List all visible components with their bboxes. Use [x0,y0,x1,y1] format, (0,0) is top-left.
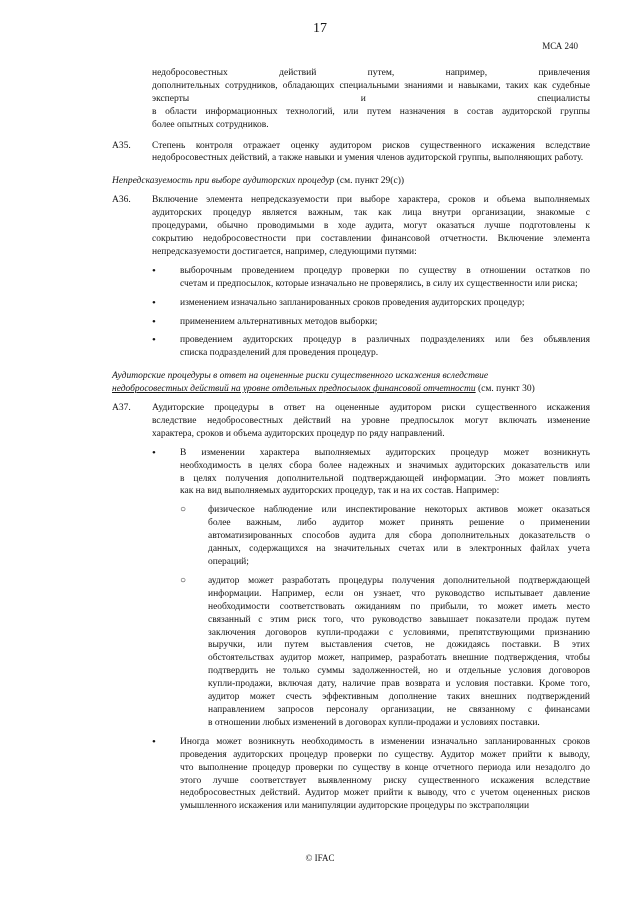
text-line: автоматизированных способов аудита для сбора дополнительных доказательств о [208,531,590,542]
bullet-text [180,334,590,360]
page-number: 17 [313,21,327,36]
text-line: в области информационных технологий, или путем назначения в состав аудиторской группы [152,106,590,117]
subsection-heading [112,175,590,188]
text-line: информации. Например, если он узнает, что руководство испытывает давление [208,588,590,599]
text-line: подтвердить не только суммы задолженностей, но и отдельные условия договоров [208,666,590,677]
text-line: необходимость в целях сбора более надежных и значимых аудиторских доказательств или [180,460,590,471]
bullet-marker: • [152,446,156,459]
bullet-list [152,447,590,813]
paragraph-a36 [112,194,590,360]
bullet-list [152,265,590,360]
bullet-text [180,265,590,291]
paragraph-number: A35. [112,140,131,151]
paragraph-a37 [112,402,590,813]
paragraph-number: A36. [112,195,131,206]
text-line: вследствие недобросовестных действий на уровне предпосылок могут включать изменение [152,415,590,426]
text-line: применением альтернативных методов выборки; [180,316,378,327]
text-line: недобросовестных действий, а также навыки и умения членов аудиторской группы, выполняющих работу. [152,153,584,164]
text-line: аудитор может счесть эффективным дополнение таких внешних подтверждений [208,692,590,703]
text-line: связанный с этим риск того, что руководство завышает показатели продаж путем [208,614,590,625]
text-line: более важным, либо аудитор может принять решение о применении [208,518,590,529]
text-line: недобросовестных действий путем, например, привлечения [152,68,590,78]
page-body [112,67,590,821]
text-line: направлением запросов персоналу организации, не связанному с финансами [208,704,590,715]
text-line: аудиторских процедур является важным, так как лица внутри организации, знакомые с [152,208,590,219]
text-line: операций; [208,557,249,567]
sub-bullet-text [208,575,590,730]
text-line: процедурами, обычно проводимыми в ходе аудита, могут оказаться лучше подготовлены к [152,221,590,232]
sub-bullet-marker: ○ [180,504,187,516]
text-line: Иногда может возникнуть необходимость в изменении изначально запланированных сроков [180,736,590,747]
bullet-item [152,316,590,329]
text-line: в целях получения дополнительной подтверждающей информации. Это может повлиять [180,473,590,484]
bullet-item [152,265,590,291]
text-line: сокрытию недобросовестности при составлении финансовой отчетности. Включение элемента [152,233,590,244]
text-line: в отношении любых изменений в договорах купли-продажи и условиях поставки. [208,717,540,728]
text-line: необходимости соответствовать ожиданиям по прибыли, то может иметь место [208,601,590,612]
text-line: проведения аудиторских процедур проверки по существу. Аудитор может прийти к выводу, [180,749,590,760]
text-line: умышленного искажения или манипуляции аудиторские процедуры по экстраполяции [180,801,530,812]
bullet-marker: • [152,334,156,347]
standard-code: МСА 240 [542,41,578,51]
text-line: физическое наблюдение или инспектирование некоторых активов может оказаться [208,505,590,516]
paragraph-text [152,194,590,259]
paragraph-text [152,402,590,441]
sub-bullet-marker: ○ [180,574,187,586]
text-line: В изменении характера выполняемых аудиторских процедур может возникнуть [180,447,590,458]
bullet-item [152,736,590,813]
subsection-ref: (см. пункт 29(с)) [334,176,405,187]
text-line: обстоятельствах аудитор может, например, разработать внешние подтверждения, чтобы [208,653,590,664]
text-line: выборочным проведением процедур проверки по существу в отношении остатков по [180,265,590,276]
bullet-text [180,297,590,310]
text-line: Включение элемента непредсказуемости при выборе характера, сроков и объема выполняемых [152,195,590,206]
subsection-title-line: недобросовестных действий на уровне отдельных предпосылок финансовой отчетности (см. пункт 30) [112,384,535,395]
subsection-heading [112,370,590,396]
text-line: характера, сроков и объема аудиторских процедур по ряду направлений. [152,428,445,439]
text-line: данных, содержащихся на значительных счетах или в электронных файлах учета [208,544,590,555]
bullet-item [152,297,590,310]
text-line: как на вид выполняемых аудиторских процедур, так и на их состав. Например: [180,486,500,497]
subsection-title: Непредсказуемость при выборе аудиторских процедур [112,176,335,187]
bullet-text [180,447,590,499]
lead-continuation [152,67,590,132]
text-line: проведением аудиторских процедур в различных подразделениях или без объявления [180,335,590,346]
text-line: Степень контроля отражает оценку аудитором рисков существенного искажения вследствие [152,140,590,151]
bullet-marker: • [152,735,156,748]
sub-bullet-text [208,504,590,569]
text-line: дополнительных сотрудников, обладающих специальными знаниями и навыками, таких как судебные эксперты и специалисты [152,80,590,104]
text-line: Аудиторские процедуры в ответ на оцененные аудитором риски существенного искажения [152,403,590,414]
paragraph-number: A37. [112,403,131,414]
text-line: счетам и предпосылок, которые изначально не проверялись, в силу их существенности или риска; [180,278,578,289]
sub-bullet-list [180,504,590,729]
sub-bullet-item [180,575,590,730]
text-line: аудитор может разработать процедуры получения дополнительной подтверждающей [208,575,590,586]
bullet-item [152,447,590,730]
bullet-text [180,316,590,329]
text-line: списка подразделений для проведения процедур. [180,348,379,359]
paragraph-text [152,140,590,166]
text-line: этого лучше соответствует выявленному риску существенного искажения вследствие [180,775,590,786]
text-line: более опытных сотрудников. [152,119,269,130]
bullet-marker: • [152,296,156,309]
text-line: что выполнение процедур проверки по существу в конце отчетного периода или незадолго до [180,762,590,773]
text-line: выручки, или путем выставления счетов, не дожидаясь поставки. В этих [208,640,590,651]
text-line: заключения договоров купли-продажи с условиями, препятствующими признанию [208,627,590,638]
paragraph-a35 [112,140,590,166]
text-line: изменением изначально запланированных сроков проведения аудиторских процедур; [180,297,525,308]
text-line: недобросовестных действий. Аудитор может прийти к выводу, что с учетом оцененных рисков [180,788,590,799]
subsection-title-line: Аудиторские процедуры в ответ на оцененные риски существенного искажения вследствие [112,371,489,382]
bullet-marker: • [152,264,156,277]
bullet-item [152,334,590,360]
bullet-marker: • [152,315,156,328]
text-line: купли-продажи, включая дату, наличие прав возврата и условия поставки. Кроме того, [208,679,590,690]
text-line: непредсказуемости достигается, например, следующими путями: [152,246,417,257]
bullet-text [180,736,590,813]
page-footer: © IFAC [305,853,335,863]
sub-bullet-item [180,504,590,569]
